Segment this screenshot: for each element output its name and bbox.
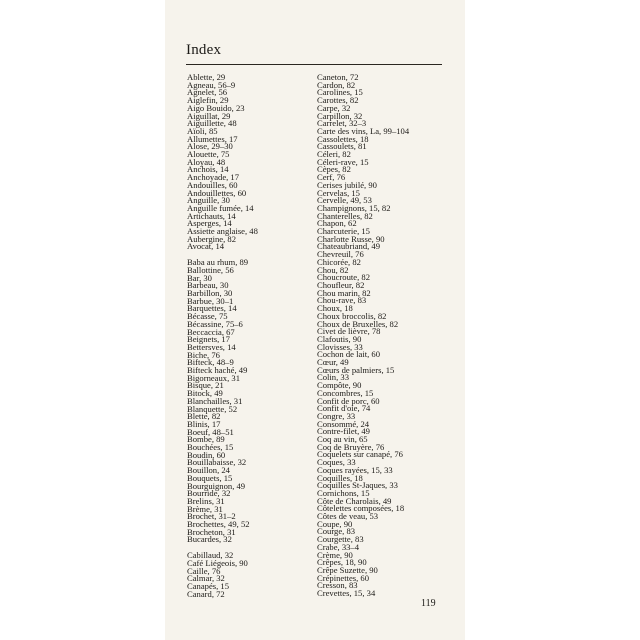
index-entry: Consommé, 24 [317,418,370,429]
index-entry: Agneau, 56–9 [187,79,236,90]
title-rule [186,64,442,65]
index-column-right [317,74,452,598]
index-entry: Aiguillat, 29 [187,110,231,121]
index-entry: Cèpes, 82 [317,164,351,175]
index-entry: Colin, 33 [317,372,349,383]
index-entry: Baba au rhum, 89 [187,257,249,268]
index-entry: Céleri, 82 [317,149,351,160]
index-entry: Caneton, 72 [317,72,359,82]
index-entry: Aloyau, 48 [187,156,226,167]
index-entry: Crevettes, 15, 34 [317,588,376,599]
index-entry: Courgette, 83 [317,534,364,545]
index-entry: Bisque, 21 [187,380,224,391]
index-entry: Bifteck haché, 49 [187,365,248,376]
index-entry: Congre, 33 [317,410,356,421]
index-entry: Canapés, 15 [187,581,230,591]
index-entry: Chapon, 62 [317,218,357,229]
index-entry: Bécassine, 75–6 [187,318,243,329]
index-entry: Brelins, 31 [187,495,225,506]
index-entry: Brème, 31 [187,503,223,514]
index-entry: Courge, 83 [317,526,356,537]
index-entry: Carrelet, 32–3 [317,118,367,129]
index-entry: Cassoulets, 81 [317,141,367,152]
index-entry: Bouchées, 15 [187,442,234,453]
index-entry: Ablette, 29 [187,72,226,82]
index-entry: Boeuf, 48–51 [187,426,234,437]
index-entry: Coquilles St-Jaques, 33 [317,480,398,491]
index-entry: Café Liégeois, 90 [187,557,248,568]
index-entry: Choucroute, 82 [317,272,370,283]
index-entry: Aïoli, 85 [187,125,218,136]
index-entry: Bécasse, 75 [187,311,228,322]
index-entry: Chicorée, 82 [317,256,361,267]
index-entry: Carte des vins, La, 99–104 [317,125,410,136]
index-entry: Boudin, 60 [187,449,226,460]
index-entry: Crêpe Suzette, 90 [317,565,378,575]
index-entry: Aigo Bouido, 23 [187,102,245,113]
index-entry: Cassolettes, 18 [317,133,369,144]
index-entry: Barquettes, 14 [187,303,237,314]
index-entry: Contre-filet, 49 [317,426,370,437]
index-entry: Biche, 76 [187,349,220,360]
index-entry: Cerf, 76 [317,172,346,183]
index-entry: Bucardes, 32 [187,534,232,545]
index-entry: Barbillon, 30 [187,287,233,298]
index-entry: Concombres, 15 [317,387,374,398]
index-entry: Chou marin, 82 [317,287,371,298]
index-entry: Chou-rave, 83 [317,295,367,306]
index-entry: Agnelet, 56 [187,87,228,98]
index-entry: Blette, 82 [187,411,221,422]
index-entry: Brochet, 31–2 [187,511,236,522]
index-entry: Brochettes, 49, 52 [187,519,250,530]
index-entry: Cresson, 83 [317,580,358,591]
index-entry: Cœurs de palmiers, 15 [317,364,395,375]
index-entry: Coques, 33 [317,457,356,468]
index-entry: Ballottine, 56 [187,264,234,275]
index-entry: Allumettes, 17 [187,133,238,144]
index-column-left [187,74,312,598]
index-entry: Carolines, 15 [317,87,363,98]
index-entry: Alose, 29–30 [187,141,233,152]
index-entry: Cerises jubilé, 90 [317,179,377,190]
index-entry: Bettersves, 14 [187,341,236,352]
index-entry: Côte de Charolais, 49 [317,495,392,506]
page-number: 119 [421,598,436,609]
index-entry: Coq de Bruyère, 76 [317,441,385,452]
index-entry: Cervelle, 49, 53 [317,195,372,206]
index-entry: Charlotte Russe, 90 [317,233,385,244]
index-entry: Cardon, 82 [317,79,356,90]
index-entry: Beccaccia, 67 [187,326,235,337]
index-entry: Cervelas, 15 [317,187,360,198]
index-entry: Bourride, 32 [187,488,231,499]
index-entry: Anchois, 14 [187,164,229,175]
index-entry: Coquelets sur canapé, 76 [317,449,403,460]
index-entry: Cabillaud, 32 [187,550,234,561]
index-entry: Civet de lièvre, 78 [317,326,381,337]
index-entry: Choux broccolis, 82 [317,310,387,321]
index-entry: Anguille fumée, 14 [187,202,254,213]
index-entry: Andouillettes, 60 [187,187,247,198]
index-entry: Bar, 30 [187,272,212,283]
index-entry: Côtelettes composées, 18 [317,503,405,514]
index-entry: Champignons, 15, 82 [317,202,391,213]
index-entry: Anguille, 30 [187,195,230,206]
index-entry: Avocat, 14 [187,241,225,252]
index-entry: Cœur, 49 [317,357,349,368]
index-entry: Chateaubriand, 49 [317,241,381,252]
index-entry: Bouillabaisse, 32 [187,457,247,468]
index-entry: Anchoyade, 17 [187,172,240,183]
index-entry: Bombe, 89 [187,434,225,445]
index-entry: Bitock, 49 [187,388,223,399]
index-entry: Cornichons, 15 [317,487,370,498]
index-entry: Carottes, 82 [317,95,359,106]
index-entry: Blinis, 17 [187,418,221,429]
index-entry: Céleri-rave, 15 [317,156,369,167]
index-entry: Charcuterie, 15 [317,226,370,237]
index-entry: Clovisses, 33 [317,341,363,352]
index-entry: Carpe, 32 [317,102,351,113]
index-entry: Chou, 82 [317,264,349,275]
index-entry: Coquilles, 18 [317,472,363,483]
index-entry: Bigorneaux, 31 [187,372,240,383]
index-entry: Blanquette, 52 [187,403,238,414]
index-entry: Blanchailles, 31 [187,395,243,406]
index-entry: Barbue, 30–1 [187,295,234,306]
index-entry: Cochon de lait, 60 [317,349,381,360]
index-entry: Crème, 90 [317,549,353,560]
index-entry: Calmar, 32 [187,573,225,584]
index-entry: Bourguignon, 49 [187,480,246,491]
index-entry: Choux, 18 [317,303,353,314]
index-entry: Caille, 76 [187,565,221,576]
index-entry: Chanterelles, 82 [317,210,373,221]
index-entry: Coq au vin, 65 [317,434,368,445]
index-entry: Aubergine, 82 [187,233,237,244]
index-entry: Coques rayées, 15, 33 [317,464,393,475]
index-entry: Aiguillette, 48 [187,118,237,129]
index-entry: Crabe, 33–4 [317,541,360,552]
index-entry: Choufleur, 82 [317,279,365,290]
index-entry: Alouette, 75 [187,149,230,160]
index-entry: Bouillon, 24 [187,465,230,476]
index-entry: Confit d'oie, 74 [317,403,371,414]
index-entry: Aiglefin, 29 [187,95,229,106]
index-entry: Barbeau, 30 [187,280,229,291]
index-entry: Crépinettes, 60 [317,572,370,583]
index-entry: Confit de porc, 60 [317,395,380,406]
index-entry: Canard, 72 [187,588,225,599]
index-entry: Assiette anglaise, 48 [187,226,258,237]
index-entry: Bifteck, 48–9 [187,357,234,368]
index-entry: Asperges, 14 [187,218,232,229]
index-entry: Crêpes, 18, 90 [317,557,367,568]
index-entry: Brocheton, 31 [187,526,236,537]
index-entry: Clafoutis, 90 [317,333,362,344]
index-entry: Compôte, 90 [317,380,362,391]
index-entry: Andouilles, 60 [187,179,238,190]
index-entry: Bouquets, 15 [187,472,233,483]
index-entry: Choux de Bruxelles, 82 [317,318,399,329]
index-entry: Artichauts, 14 [187,210,236,221]
index-entry: Carpillon, 32 [317,110,363,121]
index-entry: Chevreuil, 76 [317,249,364,260]
index-entry: Côtes de veau, 53 [317,511,379,522]
index-entry: Beignets, 17 [187,334,230,345]
index-entry: Coupe, 90 [317,518,353,529]
page-title: Index [186,42,222,58]
